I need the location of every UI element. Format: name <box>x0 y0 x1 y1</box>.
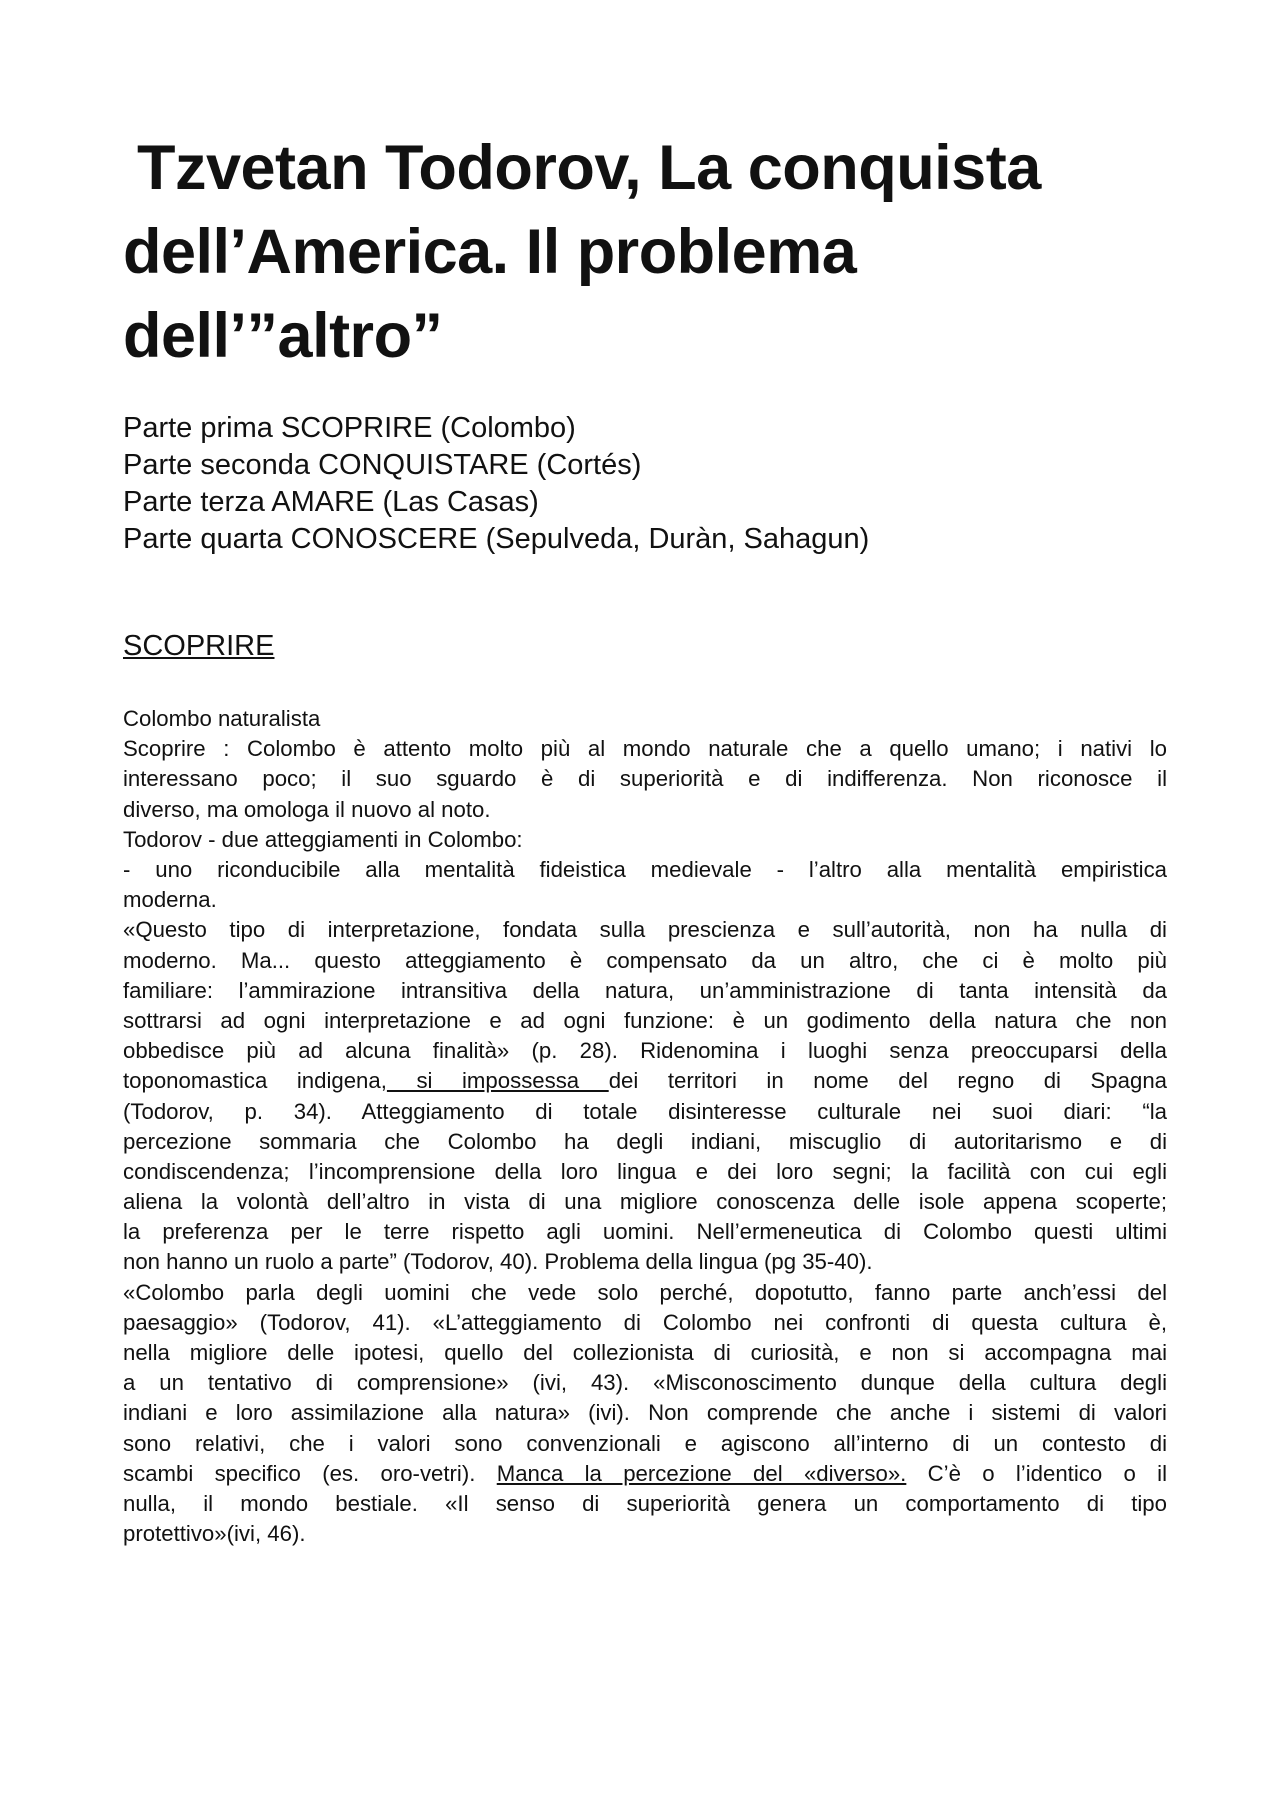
text-line: sottrarsi ad ogni interpretazione e ad ogni funzione: è un godimento della natura che non <box>123 1007 1167 1033</box>
text-line: Scoprire : Colombo è attento molto più al mondo naturale che a quello umano; i nativi lo <box>123 736 1167 762</box>
text-line: la preferenza per le terre rispetto agli uomini. Nell’ermeneutica di Colombo questi ultimi <box>123 1219 1167 1245</box>
text-line: condiscendenza; l’incomprensione della loro lingua e dei loro segni; la facilità con cui egli <box>123 1158 1167 1184</box>
text-line: nella migliore delle ipotesi, quello del collezionista di curiosità, e non si accompagna mai <box>123 1340 1167 1366</box>
text-line <box>123 1066 1167 1096</box>
text-line: sono relativi, che i valori sono convenzionali e agiscono all’interno di un contesto di <box>123 1430 1167 1456</box>
text-line: paesaggio» (Todorov, 41). «L’atteggiamento di Colombo nei confronti di questa cultura è, <box>123 1309 1167 1335</box>
text-segment: scambi specifico (es. oro-vetri). <box>123 1460 476 1486</box>
text-line: aliena la volontà dell’altro in vista di una migliore conoscenza delle isole appena scoperte; <box>123 1189 1167 1215</box>
toc-item-part-3: Parte terza AMARE (Las Casas) <box>123 486 539 518</box>
text-line: diverso, ma omologa il nuovo al noto. <box>123 796 491 822</box>
section-heading: SCOPRIRE <box>123 630 275 662</box>
title-line: dell’”altro” <box>123 301 443 371</box>
text-line: protettivo»(ivi, 46). <box>123 1521 306 1547</box>
text-line: familiare: l’ammirazione intransitiva della natura, un’amministrazione di tanta intensità da <box>123 977 1167 1003</box>
text-line: obbedisce più ad alcuna finalità» (p. 28). Ridenomina i luoghi senza preoccuparsi della <box>123 1038 1167 1064</box>
text-segment: C’è o l’identico o il <box>906 1460 1167 1486</box>
underlined-text: si impossessa <box>386 1068 609 1094</box>
underlined-text: Manca la percezione del «diverso». <box>496 1460 907 1486</box>
table-of-contents <box>123 410 1123 558</box>
title-line: Tzvetan Todorov, La conquista <box>137 133 1041 203</box>
text-line: percezione sommaria che Colombo ha degli indiani, miscuglio di autoritarismo e di <box>123 1128 1167 1154</box>
section-body <box>123 704 1167 1549</box>
toc-item-part-2: Parte seconda CONQUISTARE (Cortés) <box>123 449 642 481</box>
toc-item-part-4: Parte quarta CONOSCERE (Sepulveda, Duràn, Sahagun) <box>123 523 870 555</box>
text-line: a un tentativo di comprensione» (ivi, 43). «Misconoscimento dunque della cultura degli <box>123 1370 1167 1396</box>
subheading: Colombo naturalista <box>123 706 321 731</box>
text-line: non hanno un ruolo a parte” (Todorov, 40). Problema della lingua (pg 35-40). <box>123 1249 873 1275</box>
text-line: «Questo tipo di interpretazione, fondata sulla prescienza e sull’autorità, non ha nulla di <box>123 917 1167 943</box>
text-line: (Todorov, p. 34). Atteggiamento di totale disinteresse culturale nei suoi diari: “la <box>123 1098 1167 1124</box>
text-line <box>123 1459 1167 1489</box>
text-line: moderno. Ma... questo atteggiamento è compensato da un altro, che ci è molto più <box>123 947 1167 973</box>
text-line: interessano poco; il suo sguardo è di superiorità e di indifferenza. Non riconosce il <box>123 766 1167 792</box>
text-segment: dei territori in nome del regno di Spagna <box>608 1068 1167 1094</box>
text-line: nulla, il mondo bestiale. «Il senso di superiorità genera un comportamento di tipo <box>123 1490 1167 1516</box>
text-line: indiani e loro assimilazione alla natura» (ivi). Non comprende che anche i sistemi di valori <box>123 1400 1167 1426</box>
text-segment: toponomastica indigena, <box>123 1068 387 1094</box>
text-line: - uno riconducibile alla mentalità fideistica medievale - l’altro alla mentalità empiristica <box>123 856 1167 882</box>
toc-item-part-1: Parte prima SCOPRIRE (Colombo) <box>123 412 576 444</box>
text-line: «Colombo parla degli uomini che vede solo perché, dopotutto, fanno parte anch’essi del <box>123 1279 1167 1305</box>
title-line: dell’America. Il problema <box>123 217 857 287</box>
document-title <box>123 126 1123 378</box>
text-line: Todorov - due atteggiamenti in Colombo: <box>123 826 523 852</box>
text-line: moderna. <box>123 887 217 913</box>
